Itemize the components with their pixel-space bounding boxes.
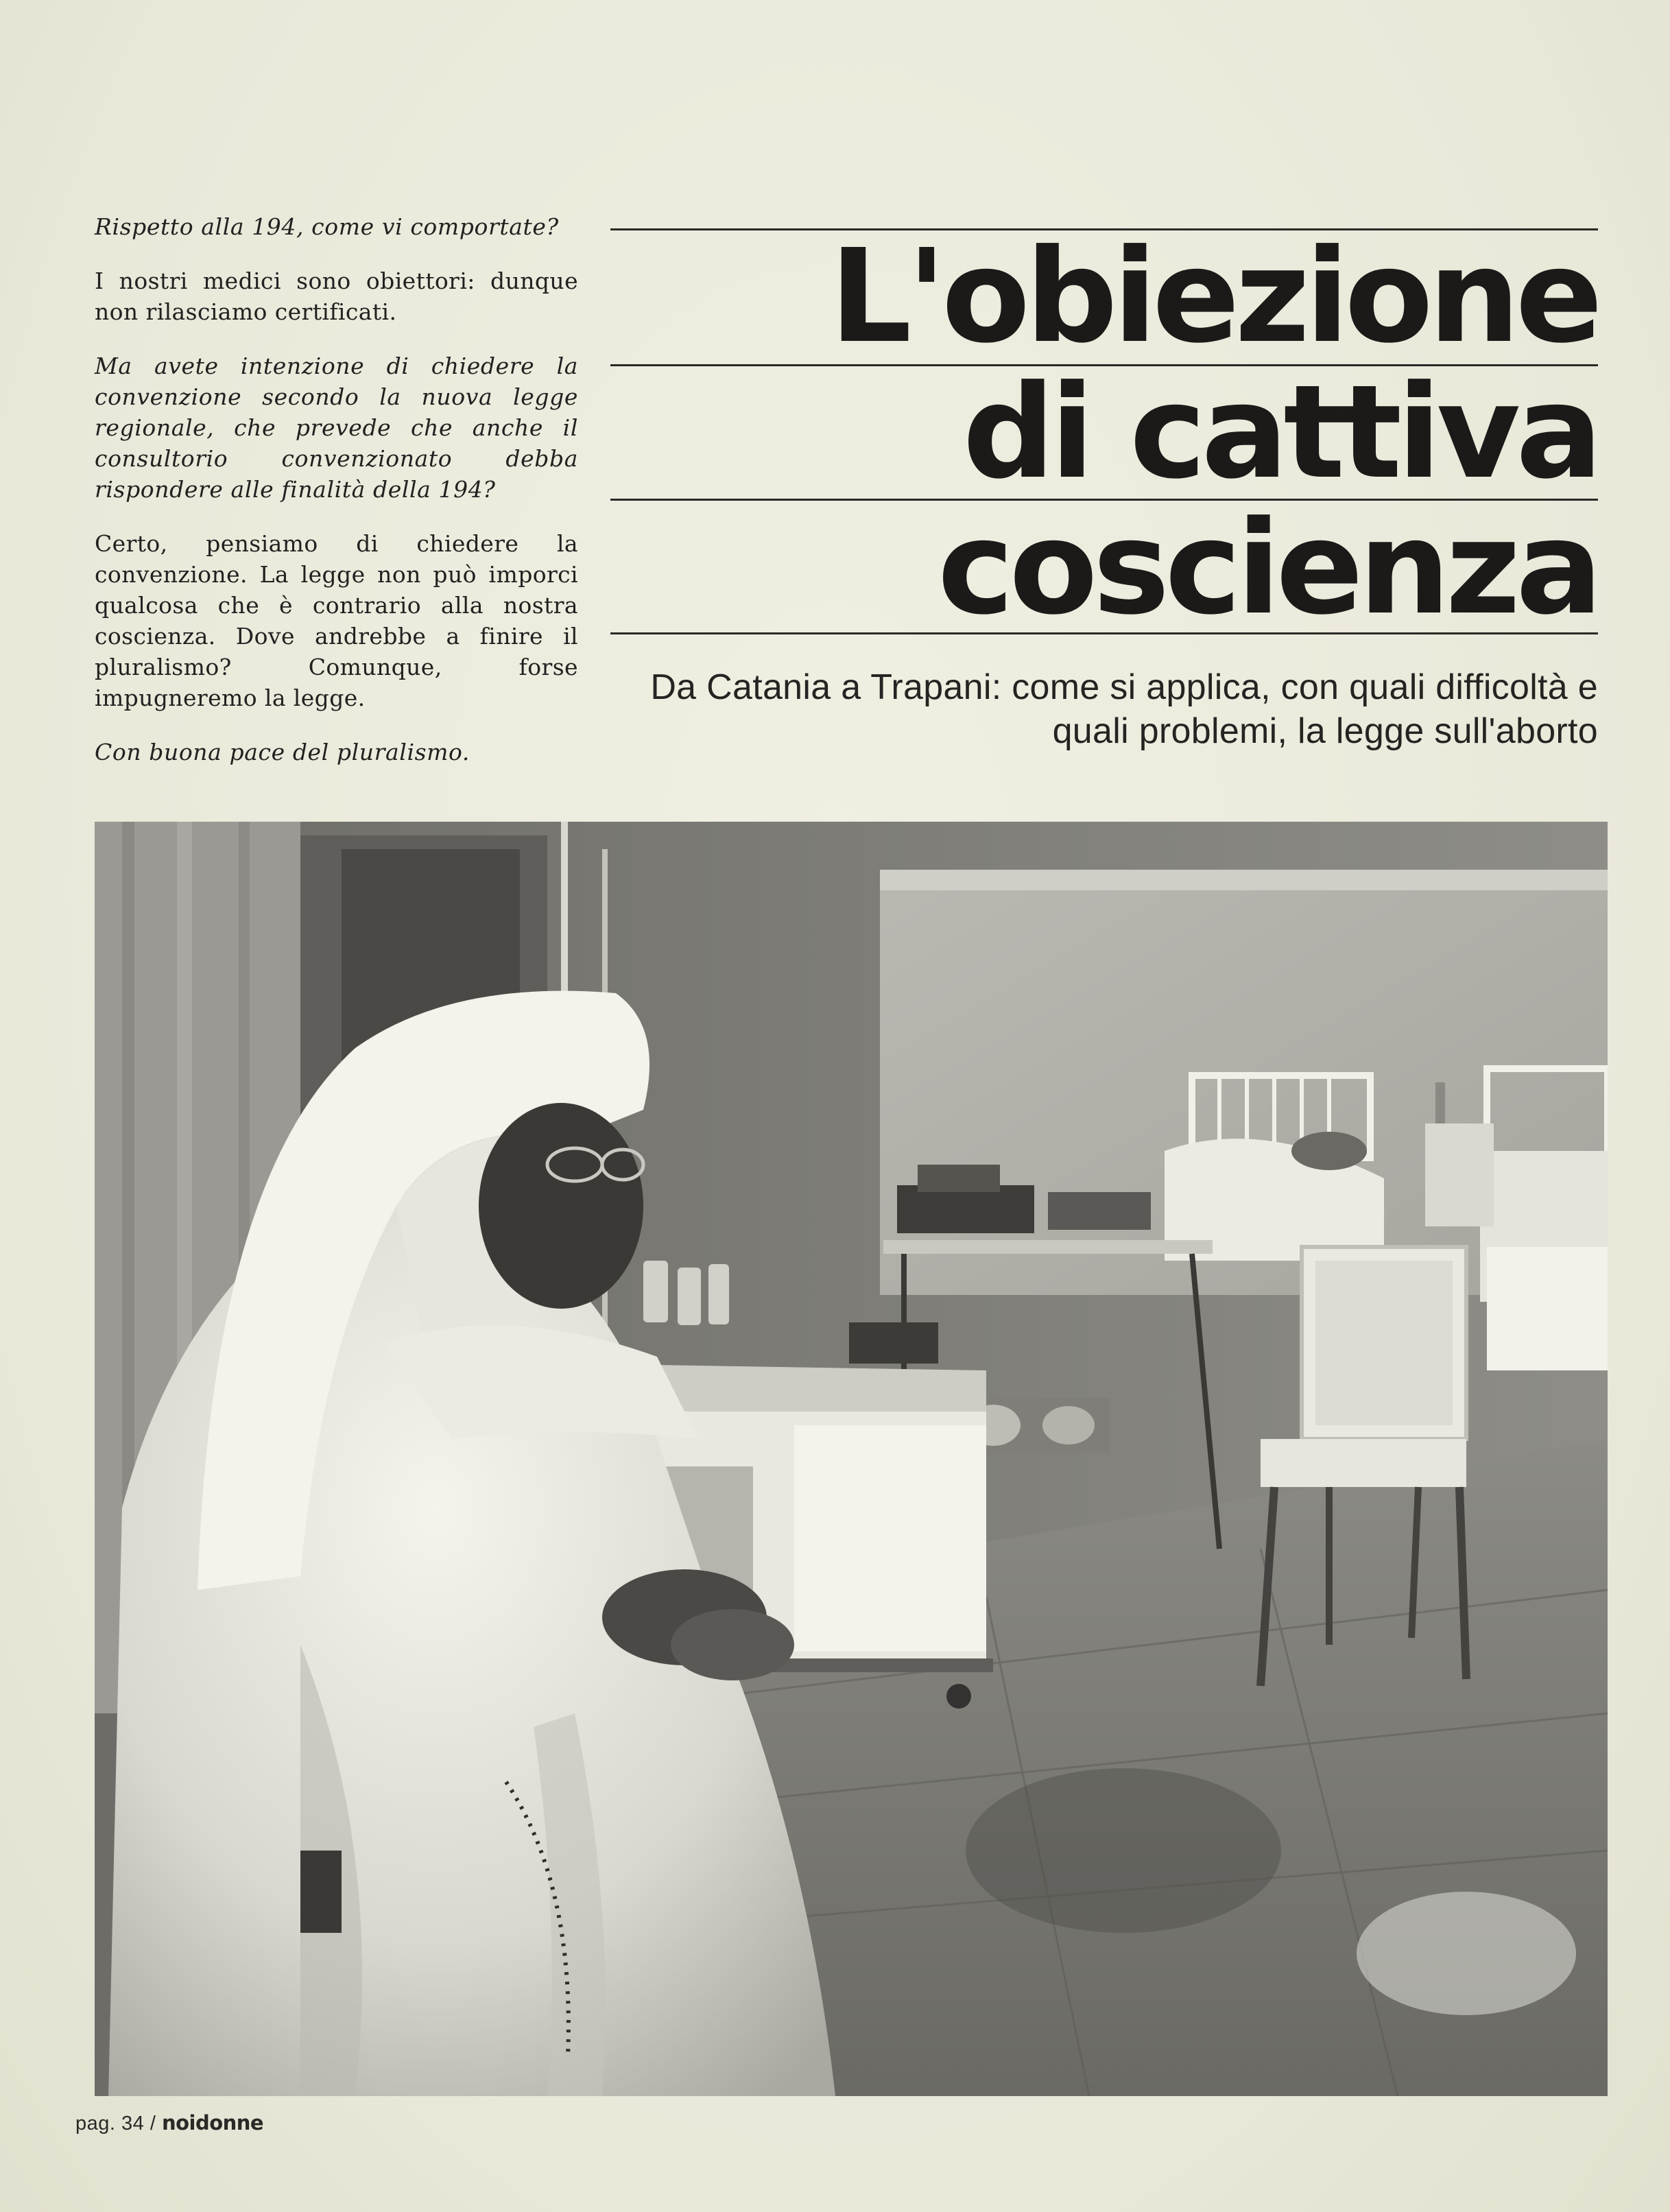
headline — [610, 222, 1598, 643]
headline-line-2: di cattiva — [962, 357, 1598, 508]
hospital-photo — [95, 822, 1608, 2096]
subtitle: Da Catania a Trapani: come si applica, con quali difficoltà e quali problemi, la legge sull'aborto — [650, 667, 1598, 751]
interview-question-1: Rispetto alla 194, come vi comportate? — [95, 213, 559, 240]
magazine-name: noidonne — [161, 2111, 264, 2134]
interview-answer-2: Certo, pensiamo di chiedere la convenzione. La legge non può imporci qualcosa che è contrario alla nostra coscienza. Dove andrebbe a finire il pluralismo? Comunque, forse impugneremo la legge. — [95, 530, 578, 711]
interview-question-3: Con buona pace del pluralismo. — [95, 739, 470, 765]
interview-question-2: Ma avete intenzione di chiedere la convenzione secondo la nuova legge regionale, che prevede che anche il consultorio convenzionato debba rispondere alle finalità della 194? — [95, 353, 578, 503]
interview-column — [95, 211, 578, 791]
headline-line-3: coscienza — [937, 493, 1598, 643]
page-number: pag. 34 / — [75, 2113, 156, 2134]
page-footer — [75, 2111, 263, 2135]
headline-line-1: L'obiezione — [829, 222, 1598, 372]
interview-answer-1: I nostri medici sono obiettori: dunque non rilasciamo certificati. — [95, 267, 578, 325]
